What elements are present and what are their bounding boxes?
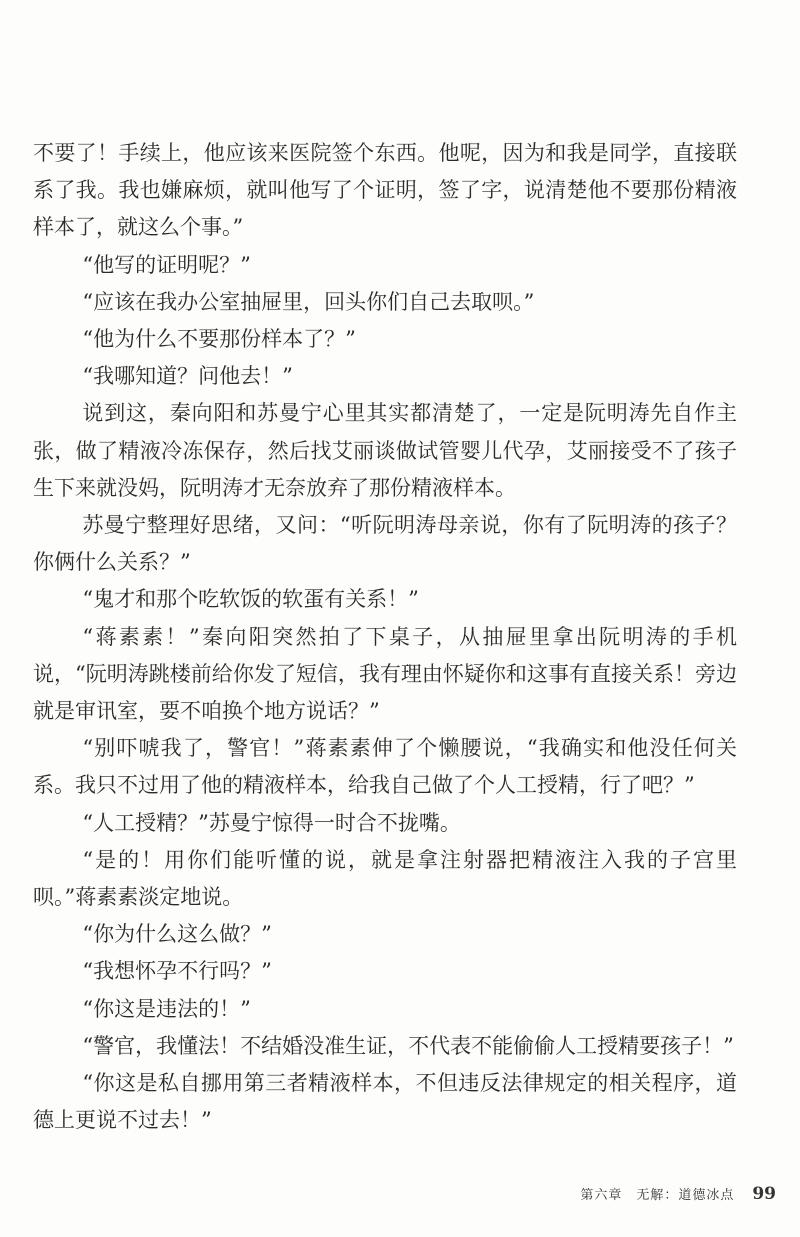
paragraph: “鬼才和那个吃软饭的软蛋有关系！” bbox=[82, 587, 419, 612]
paragraph: “他写的证明呢？” bbox=[82, 252, 251, 277]
chapter-title: 第六章 无解：道德冰点 bbox=[580, 1188, 735, 1203]
paragraph: “别吓唬我了，警官！”蒋素素伸了个懒腰说，“我确实和他没任何关系。我只不过用了他的精液样本，给我自己做了个人工授精，行了吧？” bbox=[33, 736, 737, 798]
paragraph: 不要了！手续上，他应该来医院签个东西。他呢，因为和我是同学，直接联系了我。我也嫌麻烦，就叫他写了个证明，签了字，说清楚他不要那份精液样本了，就这么个事。” bbox=[33, 141, 737, 240]
page-number: 99 bbox=[752, 1184, 776, 1204]
paragraph: “蒋素素！”秦向阳突然拍了下桌子，从抽屉里拿出阮明涛的手机说，“阮明涛跳楼前给你发了短信，我有理由怀疑你和这事有直接关系！旁边就是审讯室，要不咱换个地方说话？” bbox=[33, 624, 737, 724]
paragraph: 说到这，秦向阳和苏曼宁心里其实都清楚了，一定是阮明涛先自作主张，做了精液冷冻保存，然后找艾丽谈做试管婴儿代孕，艾丽接受不了孩子生下来就没妈，阮明涛才无奈放弃了那份精液样本。 bbox=[33, 401, 737, 500]
paragraph: “你这是私自挪用第三者精液样本，不但违反法律规定的相关程序，道德上更说不过去！” bbox=[33, 1071, 737, 1133]
paragraph: “我哪知道？问他去！” bbox=[82, 364, 293, 389]
paragraph: “警官，我懂法！不结婚没准生证，不代表不能偷偷人工授精要孩子！” bbox=[82, 1033, 734, 1058]
paragraph: “你为什么这么做？” bbox=[82, 922, 272, 947]
paragraph: “人工授精？”苏曼宁惊得一时合不拢嘴。 bbox=[82, 810, 461, 835]
page-footer bbox=[580, 1184, 776, 1204]
paragraph: “他为什么不要那份样本了？” bbox=[82, 327, 356, 352]
paragraph: 苏曼宁整理好思绪，又问：“听阮明涛母亲说，你有了阮明涛的孩子？你俩什么关系？” bbox=[33, 513, 737, 575]
paragraph: “应该在我办公室抽屉里，回头你们自己去取呗。” bbox=[82, 289, 535, 314]
paragraph: “我想怀孕不行吗？” bbox=[82, 959, 272, 984]
body-text bbox=[33, 135, 737, 1139]
paragraph: “你这是违法的！” bbox=[82, 996, 251, 1021]
paragraph: “是的！用你们能听懂的说，就是拿注射器把精液注入我的子宫里呗。”蒋素素淡定地说。 bbox=[33, 847, 737, 910]
